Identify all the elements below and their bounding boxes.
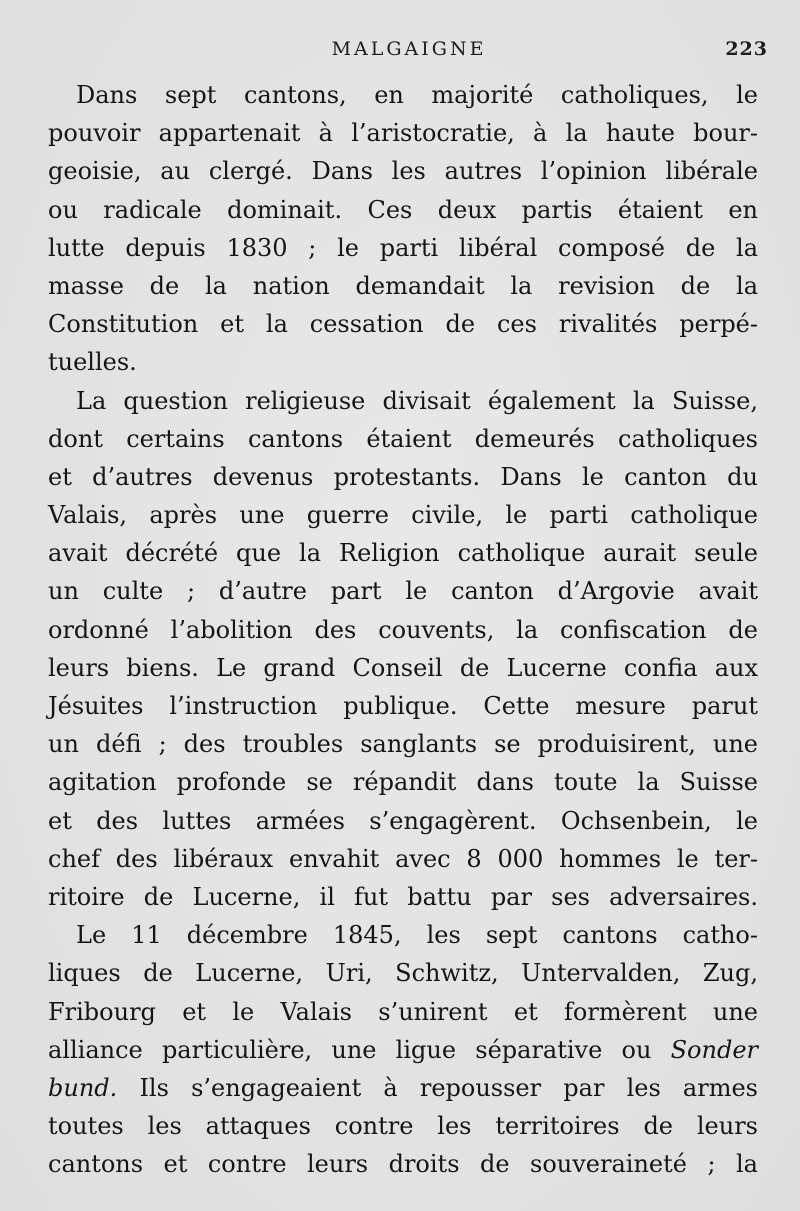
text-line: un culte ; d’autre part le canton d’Argovie avait xyxy=(48,577,758,606)
text-fragment: Ils s’engageaient à repousser par les armes xyxy=(139,1073,758,1102)
text-line: Valais, après une guerre civile, le parti catholique xyxy=(48,501,758,530)
text-line: La question religieuse divisait également la Suisse, xyxy=(76,386,758,415)
text-line: Constitution et la cessation de ces rivalités perpé- xyxy=(48,310,758,339)
text-line: dont certains cantons étaient demeurés catholiques xyxy=(48,424,758,453)
text-line: Dans sept cantons, en majorité catholiques, le xyxy=(76,81,758,109)
text-line-with-italic xyxy=(48,1031,758,1069)
running-head xyxy=(50,38,768,68)
text-line: et d’autres devenus protestants. Dans le canton du xyxy=(48,462,758,491)
text-line: cantons et contre leurs droits de souveraineté ; la xyxy=(48,1150,758,1179)
text-line: geoisie, au clergé. Dans les autres l’opinion libérale xyxy=(48,157,758,186)
text-line: leurs biens. Le grand Conseil de Lucerne confia aux xyxy=(48,653,758,682)
text-line: toutes les attaques contre les territoires de leurs xyxy=(48,1112,758,1141)
page-number: 223 xyxy=(725,38,768,60)
italic-term: bund. xyxy=(48,1073,118,1102)
text-line: avait décrété que la Religion catholique aurait seule xyxy=(48,539,758,568)
italic-term: Sonder xyxy=(670,1035,758,1064)
text-line: Jésuites l’instruction publique. Cette mesure parut xyxy=(48,692,758,720)
body-text xyxy=(48,76,758,1183)
text-line-with-italic xyxy=(48,1069,758,1107)
text-line: ordonné l’abolition des couvents, la confiscation de xyxy=(48,615,758,644)
text-fragment: alliance particulière, une ligue séparative ou xyxy=(48,1035,671,1064)
text-line: agitation profonde se répandit dans toute la Suisse xyxy=(48,768,758,797)
text-line: tuelles. xyxy=(48,348,137,377)
text-line: lutte depuis 1830 ; le parti libéral composé de la xyxy=(48,233,758,262)
text-line: ritoire de Lucerne, il fut battu par ses adversaires. xyxy=(48,882,758,911)
text-line: et des luttes armées s’engagèrent. Ochsenbein, le xyxy=(48,806,758,835)
text-line: ou radicale dominait. Ces deux partis étaient en xyxy=(48,195,758,224)
text-line: Fribourg et le Valais s’unirent et formèrent une xyxy=(48,997,758,1026)
running-title: MALGAIGNE xyxy=(331,38,487,60)
text-line: Le 11 décembre 1845, les sept cantons catho- xyxy=(76,921,758,950)
text-line: chef des libéraux envahit avec 8 000 hommes le ter- xyxy=(48,844,758,873)
text-line: un défi ; des troubles sanglants se produisirent, une xyxy=(48,730,758,759)
text-line: pouvoir appartenait à l’aristocratie, à la haute bour- xyxy=(48,119,758,148)
text-line: masse de la nation demandait la revision de la xyxy=(48,271,758,300)
text-line: liques de Lucerne, Uri, Schwitz, Untervalden, Zug, xyxy=(48,959,758,988)
